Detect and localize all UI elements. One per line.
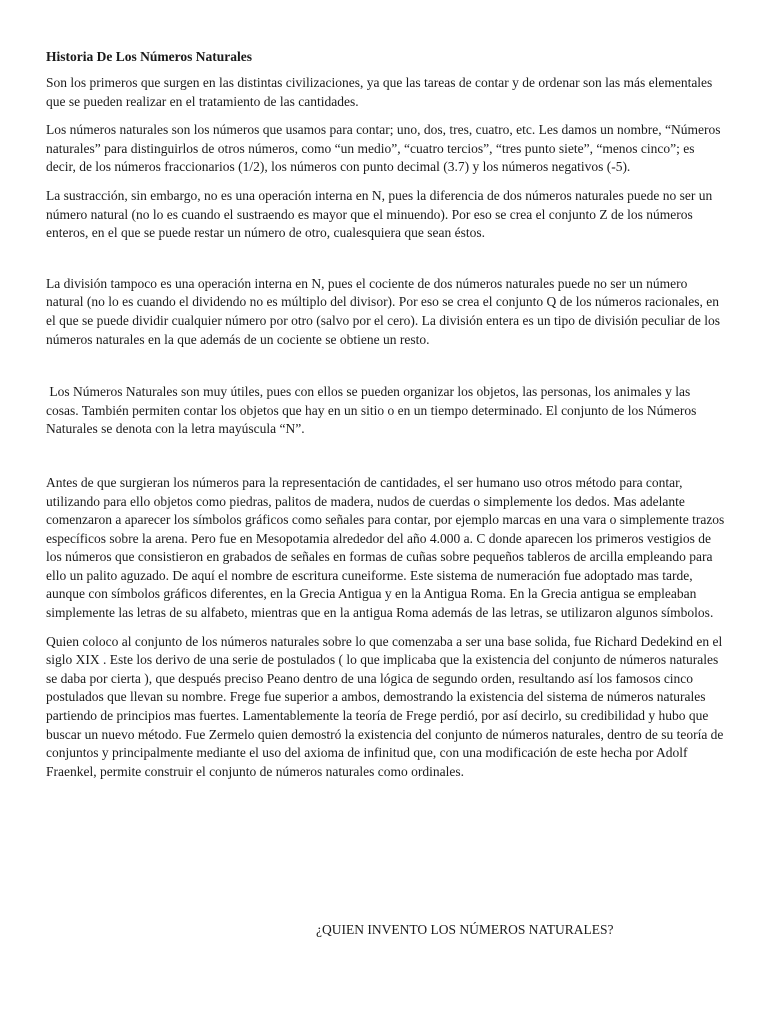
paragraph-intro: Son los primeros que surgen en las distintas civilizaciones, ya que las tareas de contar y de ordenar son las más elementales que se pueden realizar en el tratamiento de las cantidades. [46,75,713,109]
section-question-heading: ¿QUIEN INVENTO LOS NÚMEROS NATURALES? [316,922,614,937]
paragraph-subtraction: La sustracción, sin embargo, no es una operación interna en N, pues la diferencia de dos números naturales puede no ser un número natural (no lo es cuando el sustraendo es mayor que el minuendo). Por eso se crea el conjunto Z de los números enteros, en el que se puede restar un número de otro, cualesquiera que sean éstos. [46,187,713,241]
paragraph-division: La división tampoco es una operación interna en N, pues el cociente de dos números naturales puede no ser un número natural (no lo es cuando el dividendo no es múltiplo del divisor). Por eso se crea el conjunto Q de los números racionales, en el que se puede dividir cualquier número por otro (salvo por el cero). La división entera es un tipo de división peculiar de los números naturales en la que además de un cociente se obtiene un resto. [46,275,721,347]
paragraph-usefulness [46,383,726,439]
document-title: Historia De Los Números Naturales [46,49,252,64]
paragraph-foundations: Quien coloco al conjunto de los números naturales sobre lo que comenzaba a ser una base solida, fue Richard Dedekind en el siglo XIX . Este los derivo de una serie de postulados ( lo que implicaba que la existencia del conjunto de números naturales se daba por cierta ), que después preciso Peano dentro de una lógica de segundo orden, resultando así los famosos cinco postulados que llevan su nombre. Frege fue superior a ambos, demostrando la existencia del sistema de números naturales partiendo de principios mas fuertes. Lamentablemente la teoría de Frege perdió, por así decirlo, su credibilidad y hubo que buscar un nuevo método. Fue Zermelo quien demostró la existencia del conjunto de números naturales, dentro de su teoría de conjuntos y principalmente mediante el uso del axioma de infinitud que, con una modificación de este hecha por Adolf Fraenkel, permite construir el conjunto de números naturales como ordinales. [46,633,724,779]
paragraph-history: Antes de que surgieran los números para la representación de cantidades, el ser humano uso otros método para contar, utilizando para ello objetos como piedras, palitos de madera, nudos de cuerdas o simplemente los dedos. Mas adelante comenzaron a aparecer los símbolos gráficos como señales para contar, por ejemplo marcas en una vara o simplemente trazos específicos sobre la arena. Pero fue en Mesopotamia alrededor del año 4.000 a. C donde aparecen los primeros vestigios de los números que consistieron en grabados de señales en formas de cuñas sobre pequeños tableros de arcilla empleando para ello un palito aguzado. De aquí el nombre de escritura cuneiforme. Este sistema de numeración fue adoptado mas tarde, aunque con símbolos gráficos diferentes, en la Grecia Antigua y en la Antigua Roma. En la Grecia antigua se empleaban simplemente las letras de su alfabeto, mientras que en la antigua Roma además de las letras, se utilizaron algunos símbolos. [46,474,725,621]
paragraph-definition: Los números naturales son los números que usamos para contar; uno, dos, tres, cuatro, etc. Les damos un nombre, “Números naturales” para distinguirlos de otros números, como “un medio”, “cuatro tercios”, “tres punto siete”, “menos cinco”; es decir, de los números fraccionarios (1/2), los números con punto decimal (3.7) y los números negativos (-5). [46,122,721,175]
document-body [46,48,726,791]
paragraph-usefulness-text: Los Números Naturales son muy útiles, pues con ellos se pueden organizar los objetos, las personas, los animales y las cosas. También permiten contar los objetos que hay en un sitio o en un tiempo determinado. El conjunto de los Números Naturales se denota con la letra mayúscula “N”. [46,384,697,437]
